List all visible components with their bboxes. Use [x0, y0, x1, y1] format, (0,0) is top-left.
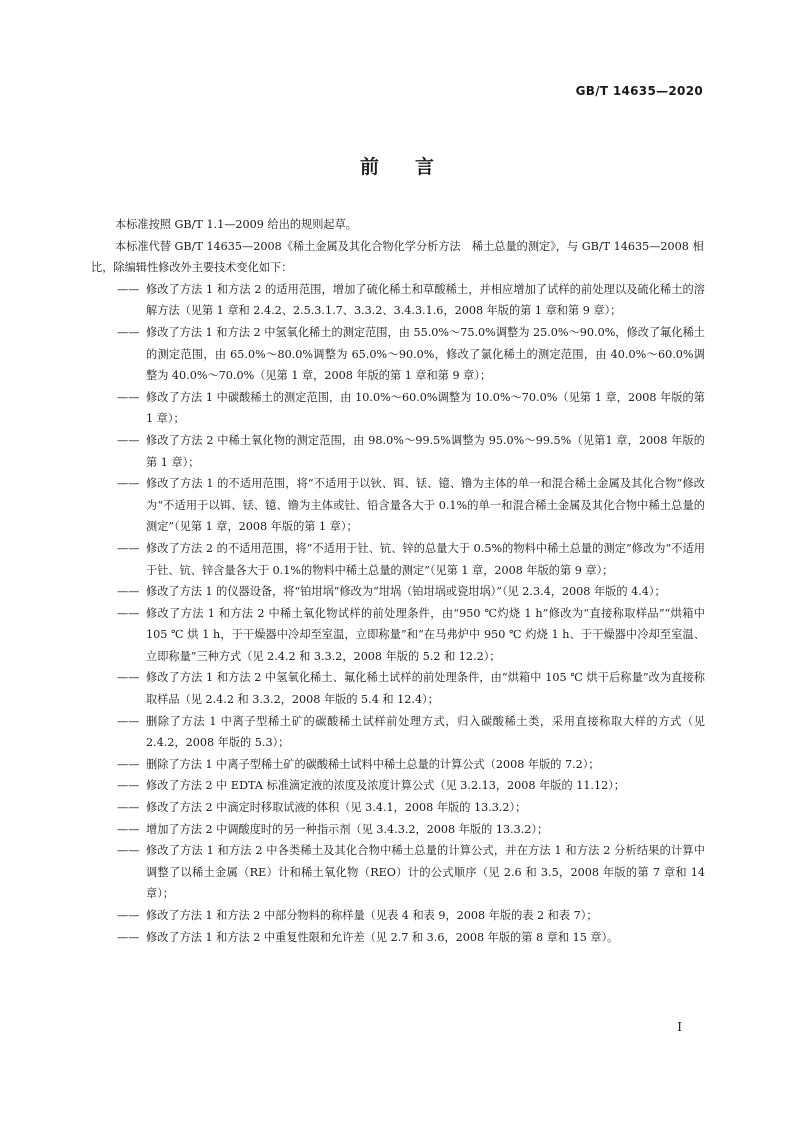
list-item [91, 905, 705, 927]
list-item [91, 430, 705, 473]
list-item-text: 修改了方法 2 的不适用范围，将“不适用于钍、钪、锌的总量大于 0.5%的物料中稀土总量的测定”修改为“不适用于钍、钪、锌含量各大于 0.1%的物料中稀土总量的测定”（见第 1 章，2008 年版的第 9 章）； [146, 541, 705, 577]
dash-marker: —— [117, 757, 140, 771]
list-item-text: 修改了方法 1 和方法 2 的适用范围，增加了硫化稀土和草酸稀土，并相应增加了试样的前处理以及硫化稀土的溶解方法（见第 1 章和 2.4.2、2.5.3.1.7、3.3.2、3.4.3.1.6，2008 年版的第 1 章和第 9 章）； [146, 282, 705, 318]
dash-marker: —— [117, 282, 140, 296]
page-number: I [677, 1020, 682, 1034]
dash-marker: —— [117, 671, 140, 685]
intro-paragraph-1: 本标准按照 GB/T 1.1—2009 给出的规则起草。 [115, 218, 357, 231]
dash-marker: —— [117, 390, 140, 404]
list-item-text: 修改了方法 2 中稀土氧化物的测定范围，由 98.0%～99.5%调整为 95.0%～99.5%（见第1 章，2008 年版的第 1 章）； [146, 433, 705, 469]
list-item-text: 增加了方法 2 中调酸度时的另一种指示剂（见 3.4.3.2，2008 年版的 13.3.2）； [146, 822, 549, 836]
list-item [91, 603, 705, 668]
dash-marker: —— [117, 585, 140, 599]
dash-marker: —— [117, 779, 140, 793]
list-item-text: 修改了方法 1 和方法 2 中部分物料的称样量（见表 4 和表 9，2008 年版的表 2 和表 7）； [146, 909, 598, 922]
list-item-text: 修改了方法 1 和方法 2 中稀土氧化物试样的前处理条件，由“950 ℃灼烧 1 h”修改为“直接称取样品”“烘箱中 105 ℃ 烘 1 h，于干燥器中冷却至室温，立即称量”和“在马弗炉中 950 ℃ 灼烧 1 h、于干燥器中冷却至室温、立即称量”三种方式（见 2.4.2 和 3.3.2，2008 年版的 5.2 和 12.2）； [146, 606, 705, 663]
dash-marker: —— [117, 844, 140, 858]
list-item [91, 711, 705, 754]
dash-marker: —— [117, 477, 140, 491]
list-item-text: 修改了方法 1 中碳酸稀土的测定范围，由 10.0%～60.0%调整为 10.0%～70.0%（见第 1 章，2008 年版的第 1 章）； [146, 390, 705, 426]
dash-marker: —— [117, 822, 140, 836]
list-item [91, 927, 705, 949]
list-item-text: 删除了方法 1 中离子型稀土矿的碳酸稀土试样前处理方式，归入碳酸稀土类，采用直接称取大样的方式（见 2.4.2，2008 年版的 5.3）； [146, 714, 705, 750]
list-item [91, 667, 705, 710]
list-item-text: 修改了方法 1 和方法 2 中各类稀土及其化合物中稀土总量的计算公式，并在方法 1 和方法 2 分析结果的计算中调整了以稀土金属（RE）计和稀土氧化物（REO）计的公式顺序（见 2.6 和 3.5，2008 年版的第 7 章和 14 章）； [146, 844, 705, 901]
dash-marker: —— [117, 325, 140, 339]
list-item [91, 840, 705, 905]
list-item [91, 279, 705, 322]
list-item [91, 538, 705, 581]
list-item [91, 819, 705, 841]
page-title: 前言 [359, 156, 470, 178]
list-item [91, 754, 705, 776]
dash-marker: —— [117, 433, 140, 447]
changes-list [91, 279, 705, 948]
list-item-text: 修改了方法 2 中 EDTA 标准滴定液的浓度及浓度计算公式（见 3.2.13，2008 年版的 11.12）； [146, 779, 625, 793]
list-item-text: 修改了方法 1 和方法 2 中氢氧化稀土、氟化稀土试样的前处理条件，由“烘箱中 105 ℃ 烘干后称量”改为直接称取样品（见 2.4.2 和 3.3.2，2008 年版的 5.4 和 12.4）； [146, 671, 705, 707]
dash-marker: —— [117, 909, 140, 922]
standard-code: GB/T 14635—2020 [575, 84, 703, 98]
list-item [91, 775, 705, 797]
list-item [91, 797, 705, 819]
intro-paragraph-2: 本标准代替 GB/T 14635—2008《稀土金属及其化合物化学分析方法 稀土总量的测定》，与 GB/T 14635—2008 相比，除编辑性修改外主要技术变化如下： [91, 239, 704, 275]
list-item-text: 修改了方法 1 和方法 2 中重复性限和允许差（见 2.7 和 3.6，2008 年版的第 8 章和 15 章）。 [146, 930, 619, 944]
list-item-text: 修改了方法 1 的仪器设备，将“铂坩埚”修改为“坩埚（铂坩埚或瓷坩埚）”（见 2.3.4，2008 年版的 4.4）； [146, 585, 666, 599]
dash-marker: —— [117, 606, 140, 620]
dash-marker: —— [117, 930, 140, 944]
list-item [91, 473, 705, 538]
list-item [91, 581, 705, 603]
list-item [91, 387, 705, 430]
list-item-text: 删除了方法 1 中离子型稀土矿的碳酸稀土试料中稀土总量的计算公式（2008 年版的 7.2）； [146, 757, 600, 771]
dash-marker: —— [117, 801, 140, 815]
dash-marker: —— [117, 541, 140, 555]
dash-marker: —— [117, 714, 140, 728]
foreword-body [91, 214, 705, 948]
list-item-text: 修改了方法 2 中滴定时移取试液的体积（见 3.4.1，2008 年版的 13.3.2）； [146, 801, 527, 815]
list-item [91, 322, 705, 387]
list-item-text: 修改了方法 1 和方法 2 中氢氧化稀土的测定范围，由 55.0%～75.0%调整为 25.0%～90.0%，修改了氟化稀土的测定范围，由 65.0%～80.0%调整为 65.0%～90.0%，修改了氯化稀土的测定范围，由 40.0%～60.0%调整为 40.0%～70.0%（见第 1 章，2008 年版的第 1 章和第 9 章）； [146, 325, 705, 383]
list-item-text: 修改了方法 1 的不适用范围，将“不适用于以钬、铒、铥、镱、镥为主体的单一和混合稀土金属及其化合物”修改为“不适用于以铒、铥、镱、镥为主体或钍、铅含量各大于 0.1%的单一和混合稀土金属及其化合物中稀土总量的测定”（见第 1 章，2008 年版的第 1 章）； [146, 477, 705, 534]
